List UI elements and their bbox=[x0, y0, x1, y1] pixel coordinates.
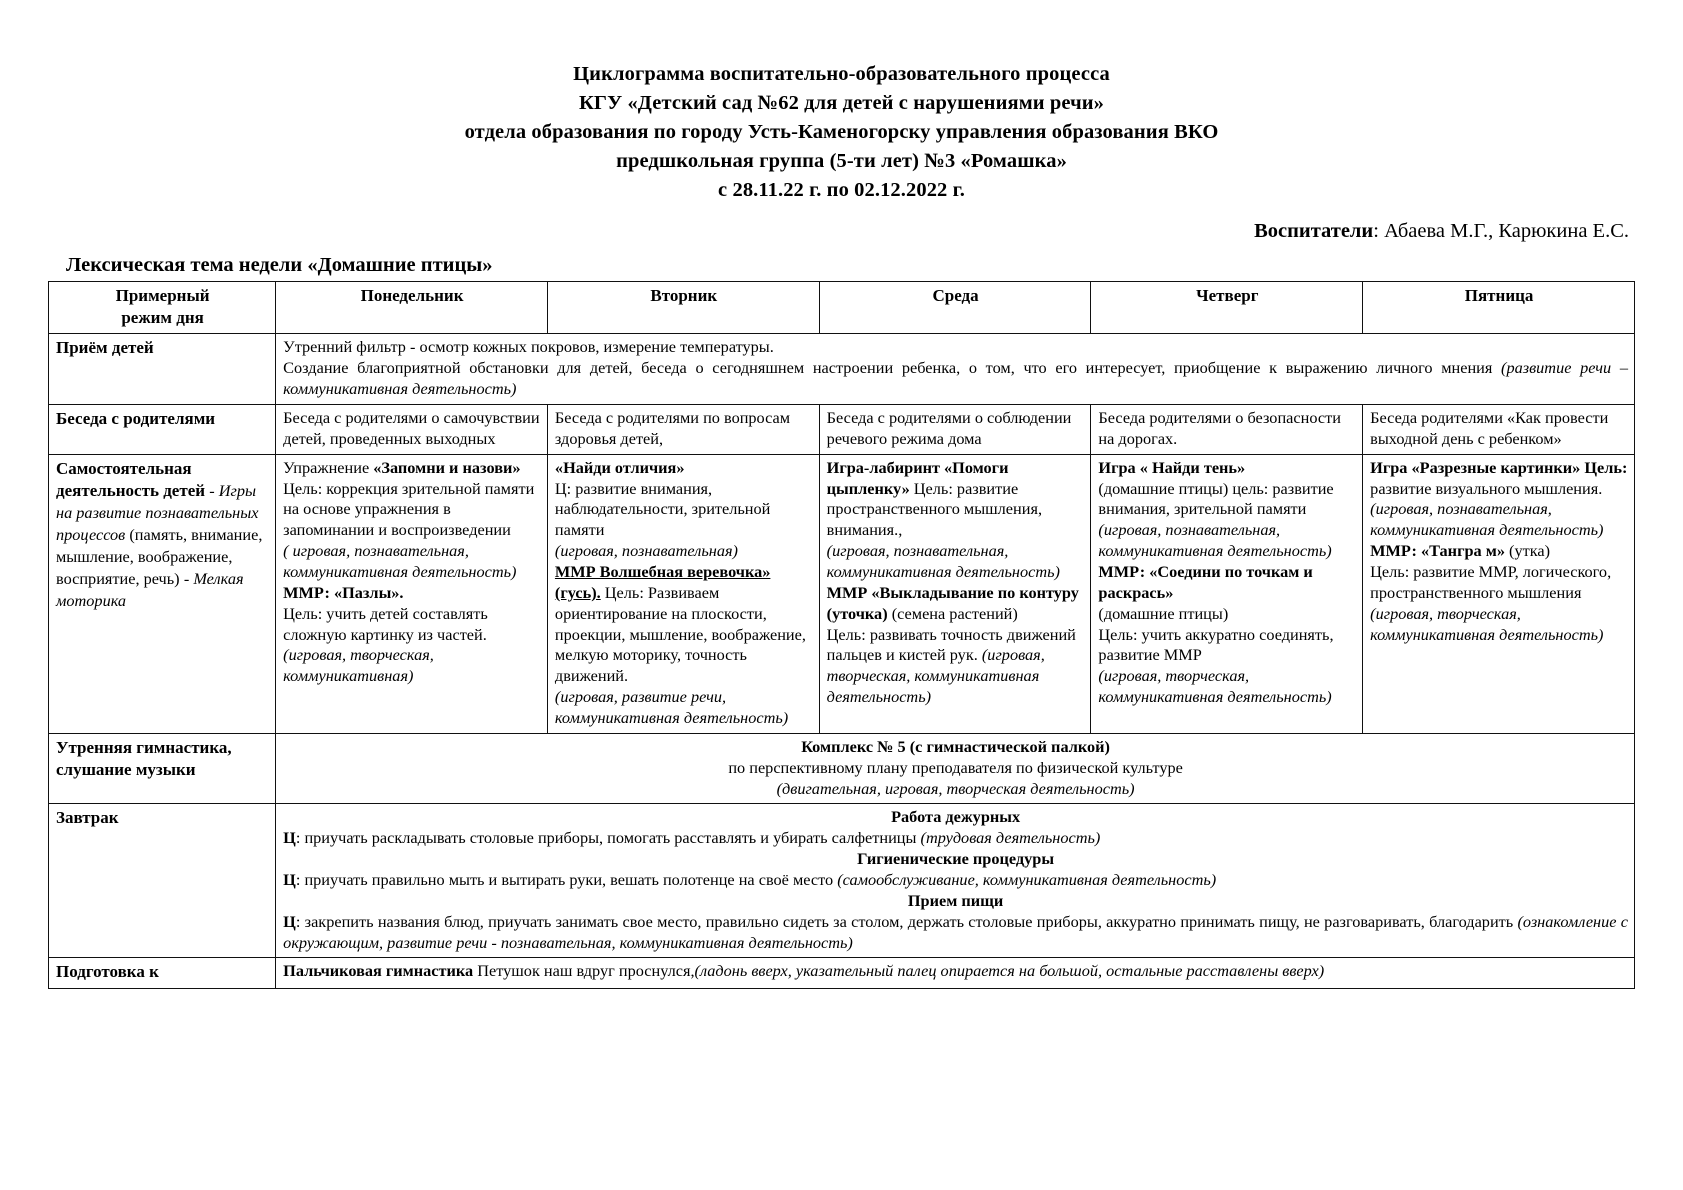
table-row-priem-detey bbox=[49, 334, 1635, 405]
row-content-zavtrak bbox=[276, 804, 1635, 958]
samost-tuesday bbox=[547, 454, 819, 733]
gimnastika-label-line1: Утренняя гимнастика, bbox=[56, 737, 232, 757]
tue-p1-bold: «Найди отличия» bbox=[554, 457, 685, 477]
gimnastika-line-3: (двигательная, игровая, творческая деятельность) bbox=[776, 778, 1135, 798]
row-label-samostoyatelnaya bbox=[49, 454, 276, 733]
row-content-gimnastika bbox=[276, 733, 1635, 804]
zavtrak-t3: : закрепить названия блюд, приучать занимать свое место, правильно сидеть за столом, держать столовые приборы, аккуратно принимать пищу, не разговаривать, благодарить bbox=[295, 911, 1518, 931]
teachers-line bbox=[48, 218, 1635, 245]
title-line-2: КГУ «Детский сад №62 для детей с нарушениями речи» bbox=[578, 92, 1105, 115]
priem-line-2-italic: (развитие речи – коммуникативная деятельность) bbox=[283, 358, 1628, 399]
gimnastika-line-1: Комплекс № 5 (с гимнастической палкой) bbox=[801, 736, 1110, 756]
thu-p5: Цель: учить аккуратно соединять, развитие ММР bbox=[1098, 624, 1334, 665]
podgotovka-italic: (ладонь вверх, указательный палец опирается на большой, остальные расставлены вверх) bbox=[694, 961, 1325, 981]
row-content-podgotovka bbox=[276, 958, 1635, 988]
beseda-wednesday: Беседа с родителями о соблюдении речевого режима дома bbox=[819, 404, 1091, 454]
fri-p3-post: (утка) bbox=[1504, 541, 1551, 561]
zavtrak-t3-italic: (ознакомление с окружающим, развитие речи - познавательная, коммуникативная деятельность) bbox=[283, 911, 1628, 952]
priem-line-2: Создание благоприятной обстановки для детей, беседа о сегодняшнем настроении ребенка, о том, что его интересует, приобщение к выражению личного мнения bbox=[283, 358, 1502, 378]
title-line-3: отдела образования по городу Усть-Каменогорску управления образования ВКО bbox=[464, 121, 1219, 144]
samost-wednesday bbox=[819, 454, 1091, 733]
gimnastika-line-2: по перспективному плану преподавателя по физической культуре bbox=[728, 757, 1183, 777]
column-header-friday: Пятница bbox=[1363, 282, 1635, 334]
table-row-beseda bbox=[49, 404, 1635, 454]
table-row-samostoyatelnaya bbox=[49, 454, 1635, 733]
row-label-gimnastika bbox=[49, 733, 276, 804]
samost-monday bbox=[276, 454, 548, 733]
fri-p4: Цель: развитие ММР, логического, пространственного мышления bbox=[1370, 561, 1612, 602]
lexical-theme: Лексическая тема недели «Домашние птицы» bbox=[66, 254, 493, 277]
fri-p5-italic: (игровая, творческая, коммуникативная деятельность) bbox=[1370, 603, 1604, 644]
thu-p4: (домашние птицы) bbox=[1098, 603, 1229, 623]
column-header-tuesday: Вторник bbox=[547, 282, 819, 334]
teachers-label: Воспитатели bbox=[1254, 219, 1374, 242]
document-title-block bbox=[48, 60, 1635, 206]
row-content-priem-detey bbox=[276, 334, 1635, 405]
tue-p5-italic: (игровая, развитие речи, коммуникативная деятельность) bbox=[554, 687, 789, 727]
thu-p3-bold: ММР: «Соедини по точкам и раскрась» bbox=[1098, 561, 1313, 602]
fri-p1-bold-2: Цель: bbox=[1580, 457, 1628, 477]
row-label-priem-detey: Приём детей bbox=[49, 334, 276, 405]
title-line-5: с 28.11.22 г. по 02.12.2022 г. bbox=[718, 179, 965, 202]
title-line-4: предшкольная группа (5-ти лет) №3 «Ромашка» bbox=[616, 150, 1067, 173]
mon-p2-italic: ( игровая, познавательная, коммуникативная деятельность) bbox=[283, 541, 517, 581]
column-header-monday: Понедельник bbox=[276, 282, 548, 334]
table-row-zavtrak bbox=[49, 804, 1635, 958]
beseda-friday: Беседа родителями «Как провести выходной день с ребенком» bbox=[1363, 404, 1635, 454]
beseda-tuesday: Беседа с родителями по вопросам здоровья детей, bbox=[547, 404, 819, 454]
zavtrak-t1-italic: (трудовая деятельность) bbox=[920, 828, 1101, 848]
row-label-zavtrak: Завтрак bbox=[49, 804, 276, 958]
column-header-regime-line1: Примерный bbox=[115, 286, 210, 306]
podgotovka-text: Петушок наш вдруг проснулся, bbox=[473, 961, 695, 981]
tue-p4-post: Цель: Развиваем ориентирование на плоскости, проекции, мышление, воображение, мелкую моторику, точность движений. bbox=[554, 582, 806, 686]
fri-p1-post: развитие визуального мышления. bbox=[1370, 478, 1603, 498]
zavtrak-t2: : приучать правильно мыть и вытирать руки, вешать полотенце на своё место bbox=[295, 870, 838, 889]
samost-label-bold: Самостоятельная деятельность детей bbox=[56, 458, 206, 500]
zavtrak-t2-italic: (самообслуживание, коммуникативная деятельность) bbox=[837, 870, 1217, 889]
column-header-regime bbox=[49, 282, 276, 334]
mon-p1-pre: Упражнение bbox=[283, 457, 374, 477]
zavtrak-heading-3: Прием пищи bbox=[907, 890, 1004, 910]
mon-p3-bold: ММР: «Пазлы». bbox=[283, 582, 404, 602]
samost-label-rest-1: (память, внимание, мышление, воображение, восприятие, речь) bbox=[56, 524, 263, 589]
samost-label-italic-2: - Мелкая моторика bbox=[56, 569, 244, 611]
fri-p3-bold: ММР: «Тангра м» bbox=[1370, 541, 1505, 561]
wed-p1-post: Цель: развитие пространственного мышления, внимания., bbox=[826, 478, 1043, 540]
zavtrak-t3-bold: Ц bbox=[283, 911, 296, 931]
fri-p2-italic: (игровая, познавательная, коммуникативная деятельность) bbox=[1370, 499, 1604, 540]
wed-p2-italic: (игровая, познавательная, коммуникативная деятельность) bbox=[826, 541, 1060, 581]
teachers-value: : Абаева М.Г., Карюкина Е.С. bbox=[1373, 219, 1629, 242]
cyclogram-table bbox=[48, 281, 1635, 988]
wed-p3-post: (семена растений) bbox=[887, 603, 1018, 623]
tue-p4-bold-underline: ММР Волшебная веревочка» (гусь). bbox=[554, 561, 771, 602]
mon-p5-italic: (игровая, творческая, коммуникативная) bbox=[283, 645, 434, 686]
fri-p1-bold: Игра «Разрезные картинки» bbox=[1370, 457, 1581, 477]
column-header-wednesday: Среда bbox=[819, 282, 1091, 334]
table-row-podgotovka bbox=[49, 958, 1635, 988]
wed-p4-it: : развивать точность движений пальцев и кистей рук. bbox=[826, 624, 1076, 665]
wed-p1-bold: Игра-лабиринт «Помоги цыпленку» bbox=[826, 457, 1009, 498]
priem-line-1: Утренний фильтр - осмотр кожных покровов, измерение температуры. bbox=[283, 337, 774, 357]
mon-p4: Цель: учить детей составлять сложную картинку из частей. bbox=[283, 603, 488, 644]
title-line-1: Циклограмма воспитательно-образовательного процесса bbox=[573, 63, 1110, 85]
thu-p1-bold: Игра « Найди тень» bbox=[1098, 457, 1246, 477]
table-header-row bbox=[49, 282, 1635, 334]
zavtrak-t1: : приучать раскладывать столовые приборы, помогать расставлять и убирать салфетницы bbox=[295, 828, 921, 848]
table-row-gimnastika bbox=[49, 733, 1635, 804]
samost-label-italic-1: - Игры на развитие познавательных процессов bbox=[56, 480, 259, 544]
wed-p3-bold: ММР «Выкладывание по контуру (уточка) bbox=[826, 582, 1079, 623]
podgotovka-bold: Пальчиковая гимнастика bbox=[283, 961, 474, 981]
row-label-beseda: Беседа с родителями bbox=[49, 404, 276, 454]
zavtrak-heading-1: Работа дежурных bbox=[891, 807, 1021, 827]
samost-thursday bbox=[1091, 454, 1363, 733]
tue-p2: Ц: развитие внимания, наблюдательности, зрительной памяти bbox=[554, 478, 771, 540]
zavtrak-heading-2: Гигиенические процедуры bbox=[857, 849, 1055, 869]
beseda-monday: Беседа с родителями о самочувствии детей, проведенных выходных bbox=[276, 404, 548, 454]
tue-p3-italic: (игровая, познавательная) bbox=[554, 541, 738, 561]
zavtrak-t2-bold: Ц bbox=[283, 870, 296, 889]
thu-p2: (домашние птицы) цель: развитие внимания, зрительной памяти bbox=[1098, 478, 1334, 519]
column-header-regime-line2: режим дня bbox=[121, 308, 204, 328]
beseda-thursday: Беседа родителями о безопасности на дорогах. bbox=[1091, 404, 1363, 454]
column-header-thursday: Четверг bbox=[1091, 282, 1363, 334]
wed-p4-italic: (игровая, творческая, коммуникативная деятельность) bbox=[826, 645, 1045, 707]
thu-p2-italic: (игровая, познавательная, коммуникативная деятельность) bbox=[1098, 520, 1332, 561]
gimnastika-label-line2: слушание музыки bbox=[56, 759, 196, 779]
thu-p6-italic: (игровая, творческая, коммуникативная деятельность) bbox=[1098, 666, 1332, 707]
zavtrak-t1-bold: Ц bbox=[283, 828, 296, 848]
mon-p1-bold: «Запомни и назови» bbox=[373, 457, 521, 477]
samost-friday bbox=[1363, 454, 1635, 733]
row-label-podgotovka: Подготовка к bbox=[49, 958, 276, 988]
wed-p4-pre: Цель bbox=[826, 624, 862, 644]
mon-p1-post: Цель: коррекция зрительной памяти на основе упражнения в запоминании и воспроизведении bbox=[283, 478, 535, 540]
